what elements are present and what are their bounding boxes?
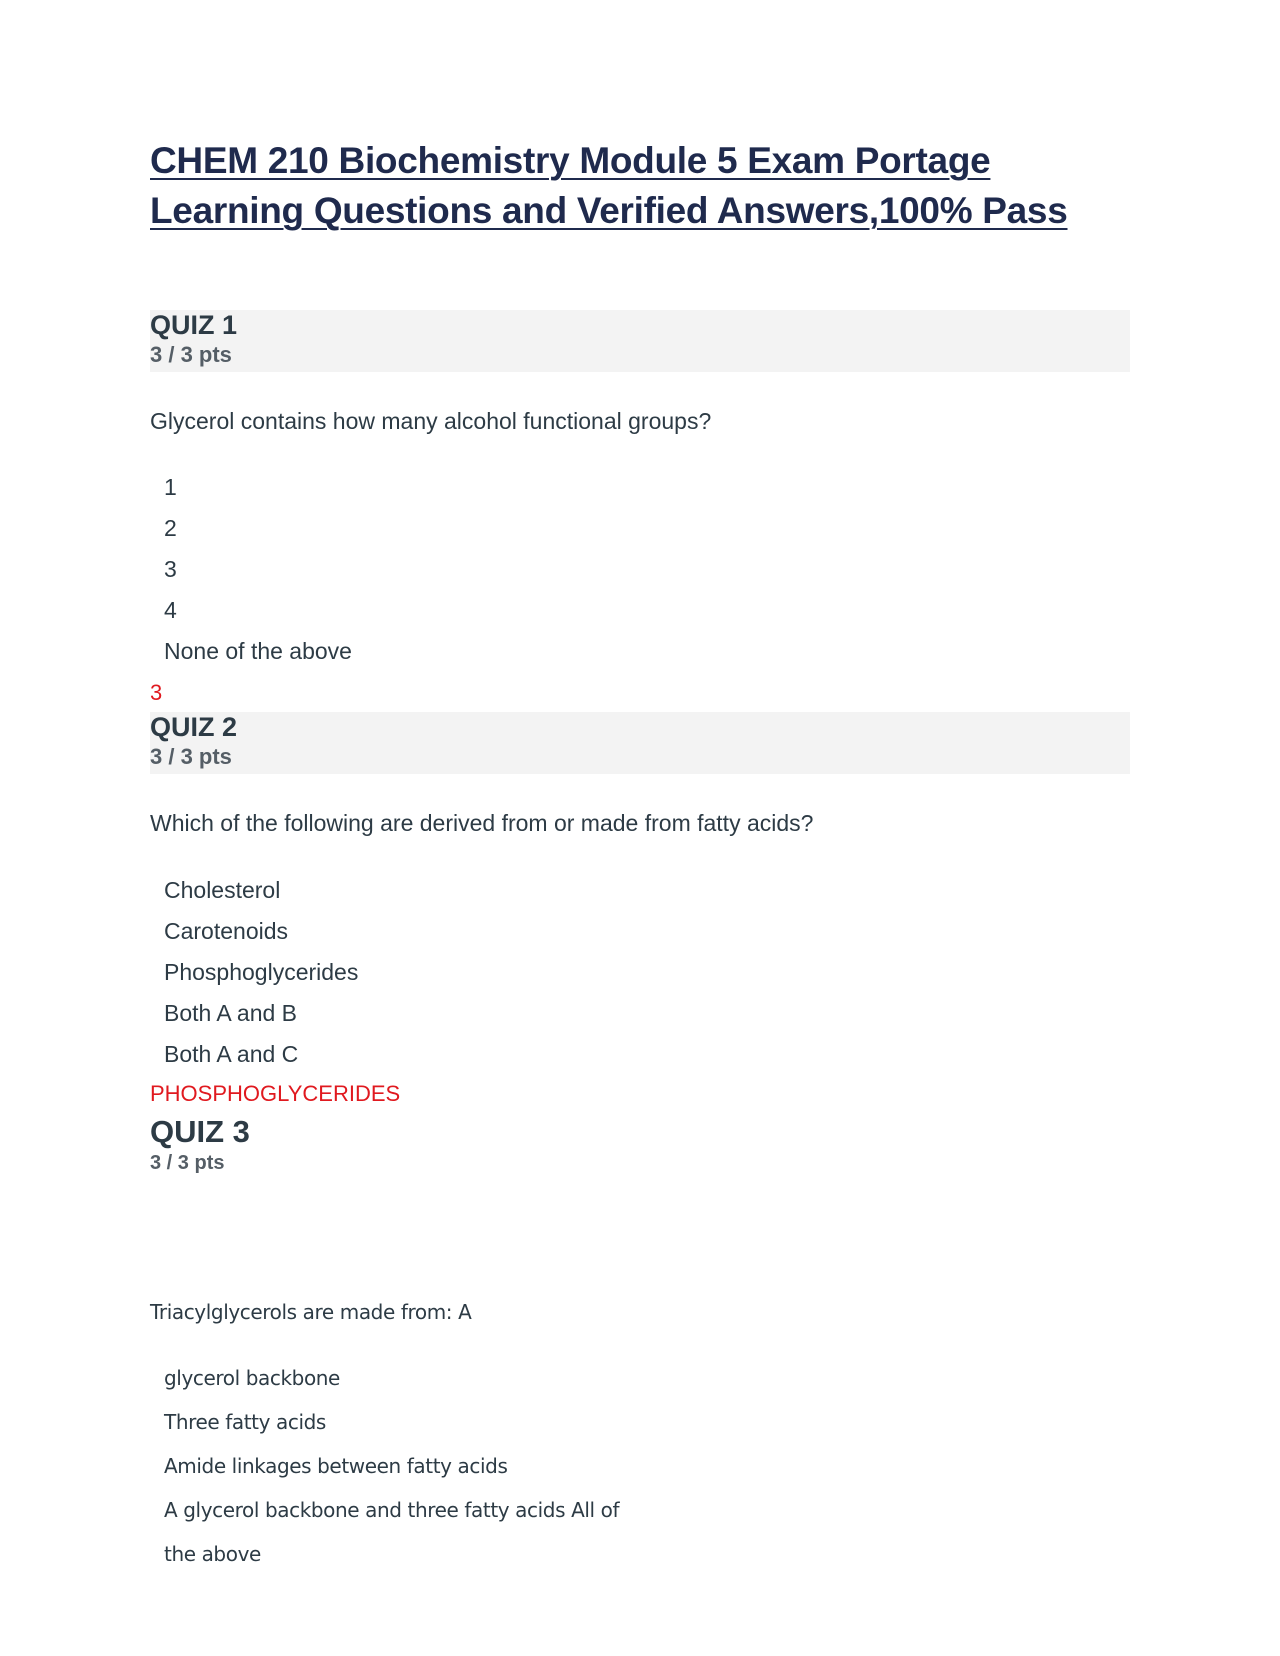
quiz-2-option-4: Both A and B <box>164 1000 298 1026</box>
quiz-3-points: 3 / 3 pts <box>150 1152 225 1174</box>
quiz-2-points: 3 / 3 pts <box>150 744 232 769</box>
quiz-1-question: Glycerol contains how many alcohol functional groups? <box>150 408 712 434</box>
quiz-2-option-3: Phosphoglycerides <box>164 959 359 985</box>
quiz-3-options <box>164 1356 619 1576</box>
quiz-3-option-5: the above <box>164 1542 261 1566</box>
quiz-1-title: QUIZ 1 <box>150 310 238 340</box>
quiz-2-title: QUIZ 2 <box>150 712 238 742</box>
document-title-link[interactable]: CHEM 210 Biochemistry Module 5 Exam Portage Learning Questions and Verified Answers,100% Pass <box>150 140 1068 231</box>
document-title <box>150 136 1130 236</box>
quiz-3-option-3: Amide linkages between fatty acids <box>164 1454 508 1478</box>
quiz-1-option-3: 3 <box>164 556 177 582</box>
quiz-1-header <box>150 310 1130 372</box>
quiz-3-header <box>150 1114 1130 1176</box>
quiz-2-option-5: Both A and C <box>164 1041 299 1067</box>
quiz-2-header <box>150 712 1130 774</box>
quiz-2-answer: PHOSPHOGLYCERIDES <box>150 1081 401 1106</box>
quiz-3-option-4: A glycerol backbone and three fatty acids All of <box>164 1498 620 1522</box>
quiz-3-option-2: Three fatty acids <box>164 1410 326 1434</box>
quiz-1-option-1: 1 <box>164 474 177 500</box>
quiz-1-option-5: None of the above <box>164 638 352 664</box>
quiz-2-option-1: Cholesterol <box>164 877 281 903</box>
quiz-3-question: Triacylglycerols are made from: A <box>150 1300 472 1324</box>
quiz-1-option-2: 2 <box>164 515 177 541</box>
quiz-1-options <box>164 467 352 672</box>
quiz-2-options <box>164 870 358 1075</box>
quiz-3-title: QUIZ 3 <box>150 1114 250 1149</box>
quiz-3-option-1: glycerol backbone <box>164 1366 340 1390</box>
quiz-1-option-4: 4 <box>164 597 177 623</box>
quiz-1-points: 3 / 3 pts <box>150 342 232 367</box>
quiz-1-answer: 3 <box>150 680 163 705</box>
quiz-2-question: Which of the following are derived from or made from fatty acids? <box>150 810 814 836</box>
quiz-2-option-2: Carotenoids <box>164 918 289 944</box>
